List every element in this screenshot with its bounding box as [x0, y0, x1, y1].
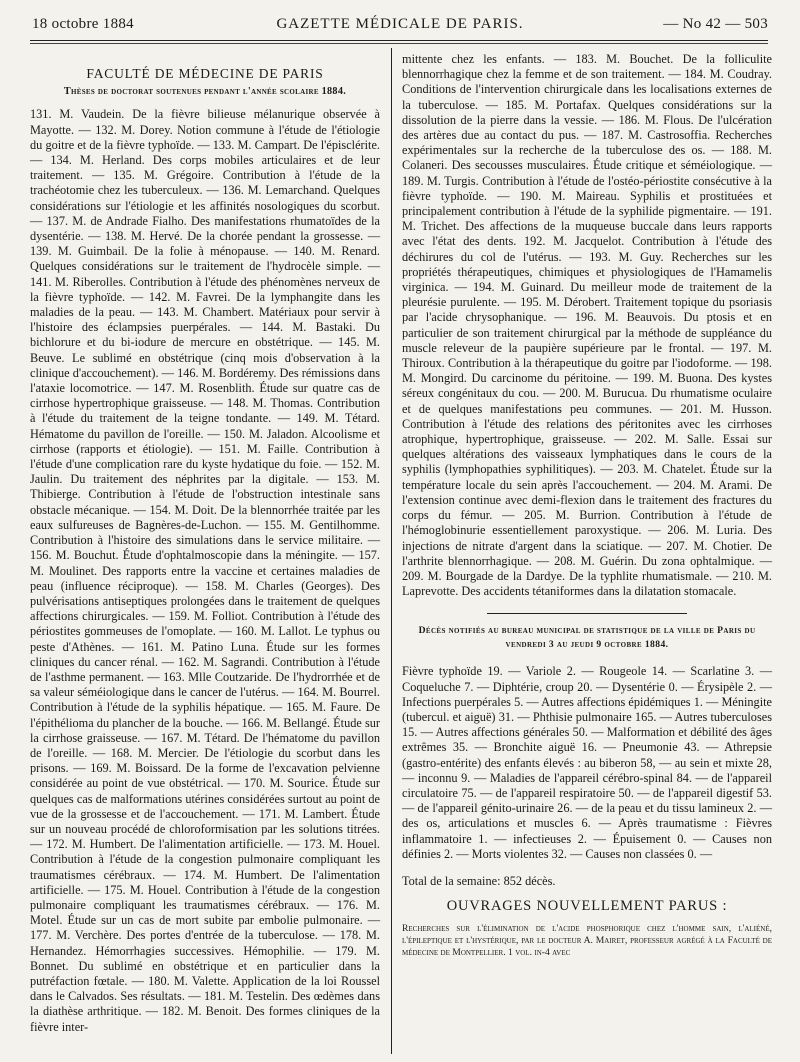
section-title: FACULTÉ DE MÉDECINE DE PARIS	[86, 66, 324, 81]
right-column	[402, 52, 772, 969]
header-rule-thin	[30, 43, 768, 44]
theses-list-continued: mittente chez les enfants. — 183. M. Bouchet. De la folliculite blennorrhagique chez la femme et de son traitement. — 184. M. Coudray. Conditions de l'intervention chirurgicale dans les localisations externes de la tuberculose. — 185. M. Portafax. Quelques considérations sur la dissolution de la pierre dans la vessie. — 186. M. Flous. De l'ulcération des artères due au contact du pus. — 187. M. Castrosoffia. Recherches expérimentales sur la recherche de la tuberculose des os. — 188. M. Colaneri. Des secousses musculaires. Étude critique et séméiologique. — 189. M. Turgis. Contribution à l'étude de l'ostéo-périostite consécutive à la fièvre typhoïde. — 190. M. Maireau. Syphilis et prostituées et principalement contribution à l'étude de la syphilide pigmentaire. — 191. M. Trichet. Des affections de la muqueuse buccale dans leurs rapports avec l'état des dents. 192. M. Jacquelot. Contribution à l'étude des déchirures du col de l'utérus. — 193. M. Guy. Recherches sur les propriétés thérapeutiques, chimiques et physiologiques de l'Hamamelis virginica. — 194. M. Guinard. Du meilleur mode de traitement de la pleurésie purulente. — 195. M. Dérobert. Traitement topique du psoriasis par l'acide chrysophanique. — 196. M. Beauvois. Du ptosis et en particulier de son traitement chirurgical par la méthode de suppléance du muscle releveur de la paupière supérieure par le frontal. — 197. M. Thiroux. Contribution à la thérapeutique du goitre par l'iodoforme. — 198. M. Mongird. Du carcinome du péritoine. — 199. M. Buona. Des kystes séreux congénitaux du cou. — 200. M. Burucua. Du rhumatisme oculaire et de quelques manifestations peu communes. — 201. M. Husson. Contribution à l'étude des relations des péritonites avec les cirrhoses atrophique, hypertrophique, graisseuse. — 202. M. Salle. Essai sur quelques altérations des vaisseaux lymphatiques dans le cours de la syphilis (lymphopathies syphilitiques). — 203. M. Chatelet. Étude sur la température locale du sein après l'accouchement. — 204. M. Arami. De l'extension continue avec demi-flexion dans le traitement des fractures du corps du fémur. — 205. M. Burrion. Contribution à l'étude de l'hémoglobinurie essentiellement paroxystique. — 206. M. Luria. Des injections de nitrate d'argent dans la sciatique. — 207. M. Chotier. De l'arthrite blennorrhagique. — 208. M. Guérin. Du zona ophtalmique. — 209. M. Bourgade de la Dardye. De la typhlite rhumatismale. — 210. M. Laprevotte. Des accidents tétaniformes dans la dilatation stomacale.	[402, 52, 772, 599]
ouvrages-title: OUVRAGES NOUVELLEMENT PARUS :	[446, 898, 728, 915]
header-page-number: — No 42 — 503	[663, 16, 768, 32]
deces-title: Décès notifiés au bureau municipal de statistique de la ville de Paris du vendredi 3 au jeudi 9 octobre 1884.	[418, 625, 756, 651]
column-divider	[391, 48, 392, 1054]
deces-total: Total de la semaine: 852 décès.	[402, 874, 556, 889]
ouvrages-text: Recherches sur l'élimination de l'acide phosphorique chez l'homme sain, l'aliéné, l'épileptique et l'hystérique, par le docteur A. Mairet, professeur agrégé à la Faculté de médecine de Montpellier. 1 vol. in-4 avec	[402, 922, 772, 959]
header-rule	[30, 40, 768, 41]
section-subtitle: Thèses de doctorat soutenues pendant l'année scolaire 1884.	[63, 86, 347, 98]
header-date: 18 octobre 1884	[32, 16, 134, 32]
deces-statistics: Fièvre typhoïde 19. — Variole 2. — Rougeole 14. — Scarlatine 3. — Coqueluche 7. — Diphtérie, croup 20. — Dysentérie 0. — Érysipèle 2. — Infections puerpérales 5. — Autres affections épidémiques 1. — Méningite (tubercul. et aiguë) 31. — Phthisie pulmonaire 165. — Autres tuberculoses 15. — Autres affections générales 50. — Malformation et débilité des âges extrêmes 35. — Bronchite aiguë 16. — Pneumonie 43. — Athrepsie (gastro-entérite) des enfants élevés : au biberon 58, — au sein et mixte 28, — inconnu 9. — Maladies de l'appareil cérébro-spinal 84. — de l'appareil circulatoire 75. — de l'appareil respiratoire 50. — de l'appareil digestif 53. — de l'appareil génito-urinaire 26. — de la peau et du tissu lamineux 2. — des os, articulations et muscles 6. — Après traumatisme : Fièvres inflammatoire 1. — infectieuses 2. — Épuisement 0. — Causes non définies 2. — Morts violentes 32. — Causes non classées 0. —	[402, 664, 772, 861]
page-header	[32, 14, 768, 36]
header-title: GAZETTE MÉDICALE DE PARIS.	[276, 16, 524, 32]
section-separator	[487, 613, 687, 614]
left-column	[30, 52, 380, 1035]
theses-list-text: 131. M. Vaudein. De la fièvre bilieuse mélanurique observée à Mayotte. — 132. M. Dorey. Notion commune à l'étude de l'étiologie du goitre et de la fièvre typhoïde. — 133. M. Campart. De l'épisclérite. — 134. M. Herland. Des corps mobiles articulaires et de leur traitement. — 135. M. Grégoire. Contribution à l'étude de la trachéotomie chez les tuberculeux. — 136. M. Lemarchand. Quelques considérations sur l'étiologie et les affinités nosologiques du scorbut. — 137. M. de Andrade Fialho. Des manifestations rhumatoïdes de la dysentérie. — 138. M. Hervé. De la chorée pendant la grossesse. — 139. M. Guimbail. De la folie à ménopause. — 140. M. Renard. Quelques considérations sur le traitement de l'hydrocèle simple. — 141. M. Riberolles. Contribution à l'étude des phénomènes nerveux de la fièvre typhoïde. — 142. M. Favrei. De la lymphangite dans les maladies de la peau. — 143. M. Chambert. Matériaux pour servir à l'histoire des éclampsies puerpérales. — 144. M. Bastaki. Du bichlorure et du bi-iodure de mercure en obstétrique. — 145. M. Beuve. Le sublimé en obstétrique (cinq mois d'observation à la clinique d'accouchement). — 146. M. Bordéremy. Des rémissions dans l'ataxie locomotrice. — 147. M. Rosenblith. Étude sur quatre cas de cirrhose hypertrophique graisseuse. — 148. M. Thomas. Contribution à l'étude du traitement de la teigne tondante. — 149. M. Tétard. Hématome du pavillon de l'oreille. — 150. M. Jaladon. Alcoolisme et cirrhose (rapports et étiologie). — 151. M. Faille. Contribution à l'étude d'une complication rare du kyste hydatique du foie. — 152. M. Jaulin. Du traitement des néphrites par la digitale. — 153. M. Thibierge. Contribution à l'étude de l'obstruction intestinale sans obstacle mécanique. — 154. M. Doit. De la blennorrhée traitée par les eaux sulfureuses de Bagnères-de-Luchon. — 155. M. Gentilhomme. Contribution à l'histoire des simulations dans le service militaire. — 156. M. Bouchut. Étude d'ophtalmoscopie dans la méningite. — 157. M. Moulinet. Des rapports entre la vaccine et certaines maladies de peau (influence réciproque). — 158. M. Charles (Georges). Des pulvérisations antiseptiques prolongées dans le traitement de quelques affections chirurgicales. — 159. M. Folliot. Contribution à l'étude des périostites gommeuses de l'omoplate. — 160. M. Lallot. Le typhus ou peste d'Athènes. — 161. M. Patino Luna. Étude sur les formes cliniques du cancer rénal. — 162. M. Sagrandi. Contribution à l'étude de l'asthme permanent. — 163. Mlle Coutzaride. De l'hydrorrhée et de sa valeur séméiologique dans le cancer de l'utérus. — 164. M. Bourrel. Contribution à l'étude de la syphilis hépatique. — 165. M. Faure. De l'épithélioma du plancher de la bouche. — 166. M. Bellangé. Étude sur la cirrhose graisseuse. — 167. M. Tétard. De l'hématome du pavillon de l'oreille. — 168. M. Mercier. De l'étiologie du scorbut dans les prisons. — 169. M. Boissard. De la forme de l'excavation pelvienne considérée au point de vue obstétrical. — 170. M. Sourice. Étude sur quelques cas de malformations utérines considérées surtout au point de vue de la grossesse et de l'accouchement. — 171. M. Lambert. Étude sur un nouveau procédé de chloroformisation par les solutions titrées. — 172. M. Humbert. De l'alimentation artificielle. — 173. M. Houel. Contribution à l'étude de la congestion pulmonaire compliquant les traumatismes cérébraux. — 174. M. Humbert. De l'alimentation artificielle. — 175. M. Houel. Contribution à l'étude de la congestion pulmonaire compliquant les traumatismes cérébraux. — 176. M. Motel. Étude sur un cas de mort subite par embolie pulmonaire. — 177. M. Verchère. Des portes d'entrée de la tuberculose. — 178. M. Hernandez. Hémorrhagies successives. Hémophilie. — 179. M. Bonnet. Du sublimé en obstétrique et en particulier dans la putréfaction fœtale. — 180. M. Valette. Application de la loi Roussel dans le Calvados. Ses résultats. — 181. M. Testelin. Des œdèmes dans la diathèse arthritique. — 182. M. Benoit. Des formes cliniques de la fièvre inter-	[30, 107, 380, 1034]
